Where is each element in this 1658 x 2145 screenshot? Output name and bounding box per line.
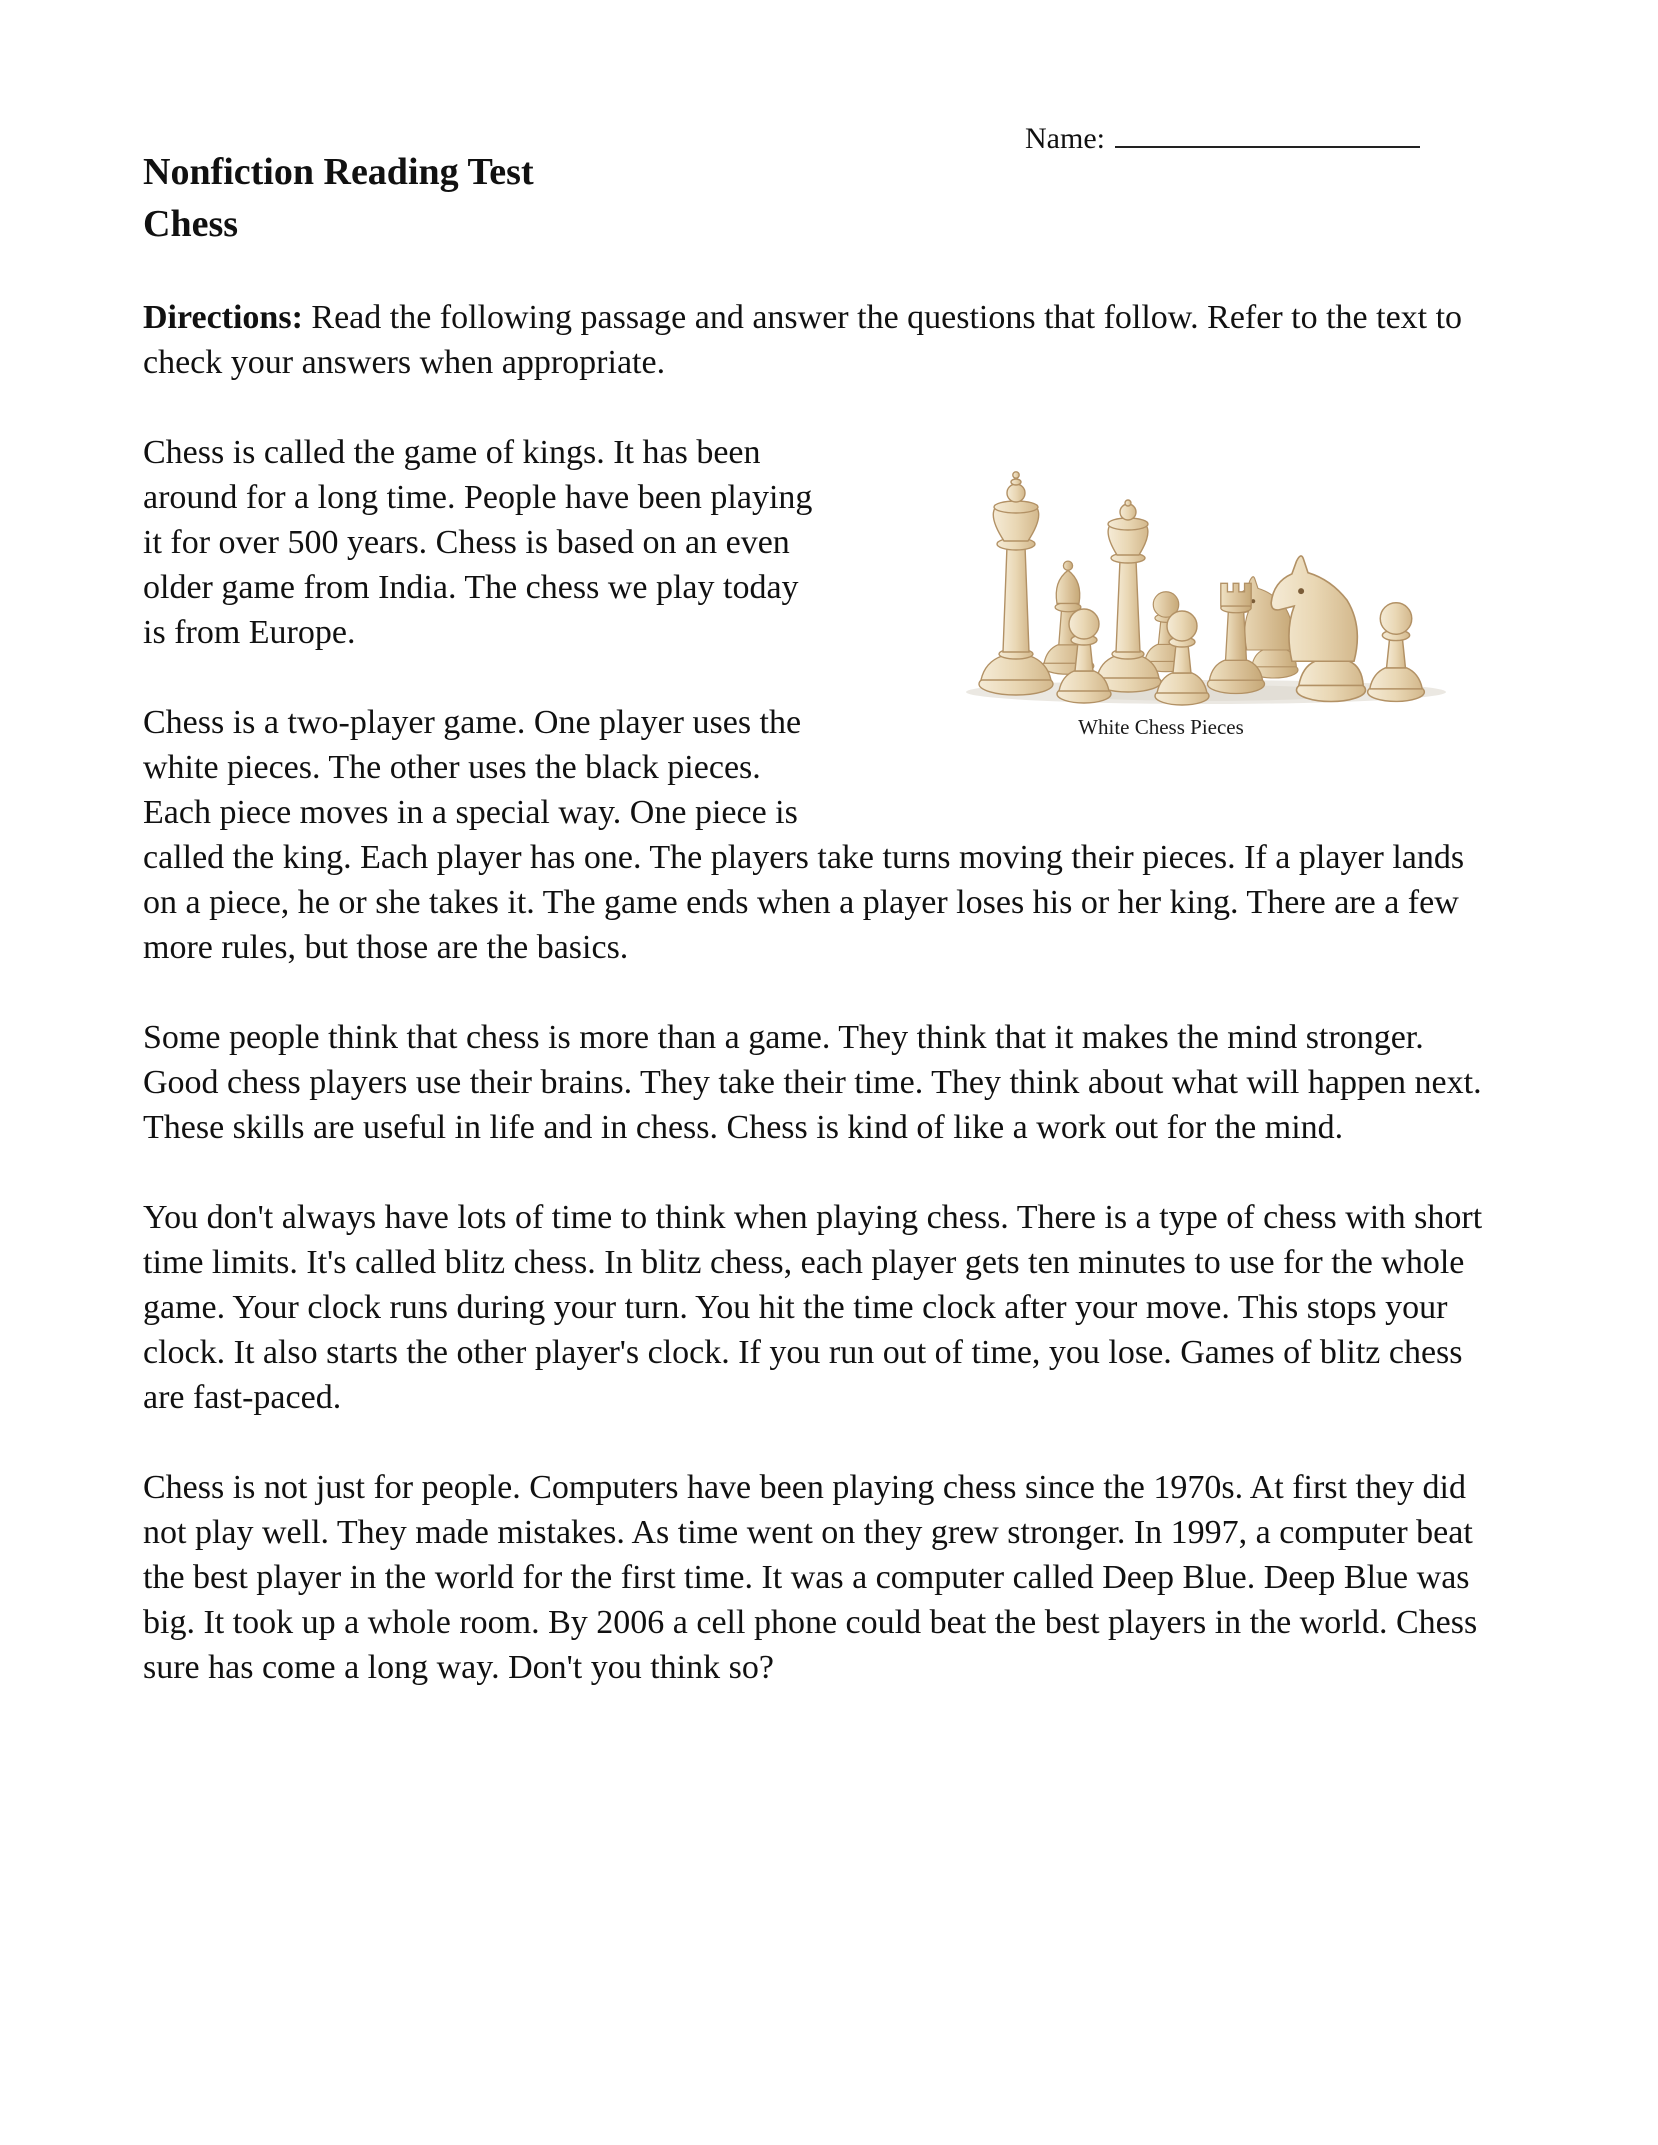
passage-paragraph-5: Chess is not just for people. Computers have been playing chess since the 1970s. At first they did not play well. They made mistakes. As time went on they grew stronger. In 1997, a computer beat the best player in the world for the first time. It was a computer called Deep Blue. Deep Blue was big. It took up a whole room. By 2006 a cell phone could beat the best players in the world. Chess sure has come a long way. Don't you think so? (143, 1469, 1478, 1686)
name-label: Name: (1025, 122, 1105, 155)
title-line-1: Nonfiction Reading Test (143, 151, 534, 193)
directions-label: Directions: (143, 299, 303, 336)
passage-paragraph-4: You don't always have lots of time to think when playing chess. There is a type of chess with short time limits. It's called blitz chess. In blitz chess, each player gets ten minutes to use for the whole game. Your clock runs during your turn. You hit the time clock after your move. This stops your clock. It also starts the other player's clock. If you run out of time, you lose. Games of blitz chess are fast-paced. (143, 1199, 1483, 1416)
passage-paragraph-2: Chess is a two-player game. One player uses the white pieces. The other uses the black pieces. Each piece moves in a special way. One piece is called the king. Each player has one. The players take turns moving their pieces. If a player lands on a piece, he or she takes it. The game ends when a player loses his or her king. There are a few more rules, but those are the basics. (143, 704, 1465, 966)
white-chess-pieces-image (816, 438, 1506, 710)
name-blank-line[interactable] (1115, 142, 1420, 148)
chess-pawn-right (1368, 603, 1425, 702)
passage-paragraph-1: Chess is called the game of kings. It has been around for a long time. People have been playing it for over 500 years. Chess is based on an even older game from India. The chess we play today is from Europe. (143, 434, 813, 651)
passage (143, 430, 1506, 1690)
directions-text: Read the following passage and answer the questions that follow. Refer to the text to check your answers when appropriate. (143, 299, 1463, 381)
name-block (1025, 122, 1420, 156)
chess-pieces-photo (816, 438, 1506, 742)
image-caption: White Chess Pieces (1078, 715, 1244, 739)
page-title (143, 146, 1506, 250)
passage-paragraph-3: Some people think that chess is more than a game. They think that it makes the mind stronger. Good chess players use their brains. They take their time. They think about what will happen next. These skills are useful in life and in chess. Chess is kind of like a work out for the mind. (143, 1019, 1482, 1146)
title-line-2: Chess (143, 203, 239, 245)
directions (143, 295, 1506, 385)
chess-queen (1095, 500, 1161, 692)
chess-king (979, 472, 1053, 695)
